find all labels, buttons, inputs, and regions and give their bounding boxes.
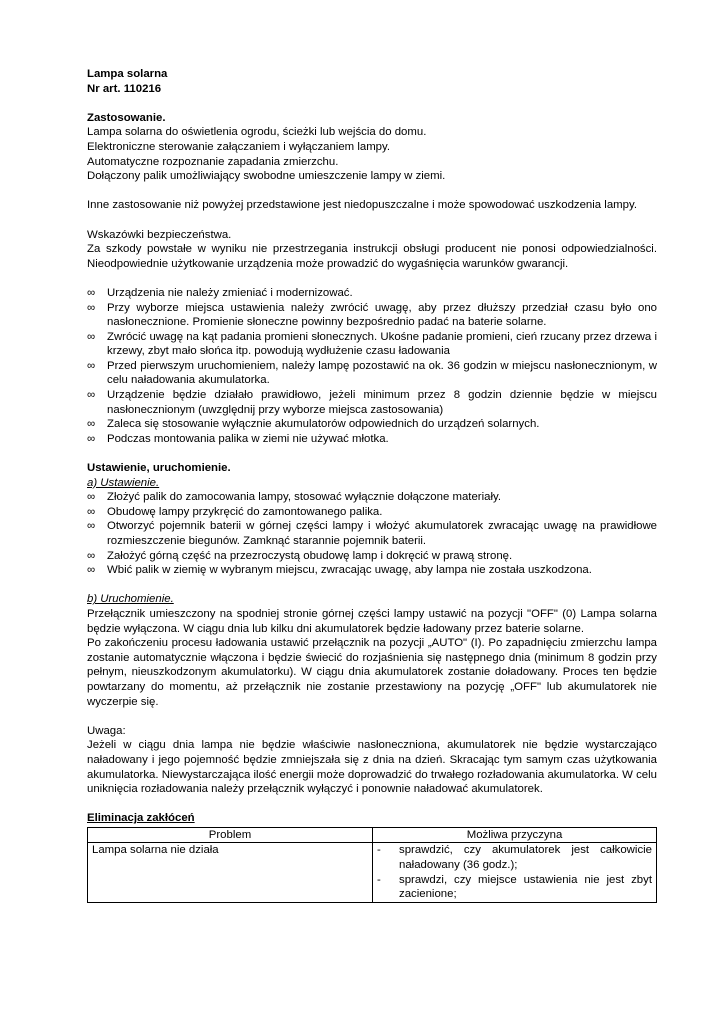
infinity-bullet-icon: ∞	[87, 491, 96, 504]
infinity-bullet-icon: ∞	[87, 330, 96, 343]
usage-line: Elektroniczne sterowanie załączaniem i wyłączaniem lampy.	[87, 140, 391, 153]
infinity-bullet-icon: ∞	[87, 505, 96, 518]
setup-sub-b: b) Uruchomienie.	[87, 593, 174, 606]
setup-list	[87, 490, 657, 578]
note-heading: Uwaga:	[87, 724, 126, 737]
column-header-cause: Możliwa przyczyna	[373, 827, 657, 843]
list-item: ∞ Zaleca się stosowanie wyłącznie akumulatorów odpowiednich do urządzeń solarnych.	[87, 418, 540, 431]
infinity-bullet-icon: ∞	[87, 418, 96, 431]
list-item: ∞ Złożyć palik do zamocowania lampy, stosować wyłącznie dołączone materiały.	[87, 491, 501, 504]
list-item: ∞ Urządzenie będzie działało prawidłowo, jeżeli minimum przez 8 godzin dziennie będzie w miejscu nasłonecznionym (uwzględnij przy wyborze miejsca zastosowania)	[87, 389, 657, 416]
safety-heading: Wskazówki bezpieczeństwa.	[87, 228, 232, 241]
list-item: ∞ Obudowę lampy przykręcić do zamontowanego palika.	[87, 505, 383, 518]
safety-intro: Za szkody powstałe w wyniku nie przestrzegania instrukcji obsługi producent nie ponosi odpowiedzialności. Nieodpowiednie użytkowanie urządzenia może prowadzić do wygaśnięcia warunków gwarancji.	[87, 243, 657, 270]
note-text: Jeżeli w ciągu dnia lampa nie będzie właściwie nasłoneczniona, akumulatorek nie będzie wystarczająco naładowany i jego pojemność będzie zmniejszała się z dnia na dzień. Skracając tym samym czas użytkowania akumulatorka. Niewystarczająca ilość energii może doprowadzić do trwałego rozładowania akumulatorka. W celu uniknięcia rozładowania należy przełącznik wyłączyć i ponownie naładować akumulatorek.	[87, 739, 657, 796]
cause-item: - sprawdzi, czy miejsce ustawienia nie jest zbyt zacienione;	[377, 873, 652, 901]
infinity-bullet-icon: ∞	[87, 432, 96, 445]
infinity-bullet-icon: ∞	[87, 359, 96, 372]
cause-item: - sprawdzić, czy akumulatorek jest całkowicie naładowany (36 godz.);	[377, 844, 652, 872]
table-header-row	[88, 827, 657, 843]
usage-line: Dołączony palik umożliwiający swobodne umieszczenie lampy w ziemi.	[87, 170, 446, 183]
usage-heading: Zastosowanie.	[87, 111, 166, 124]
troubleshooting-table	[87, 827, 657, 903]
infinity-bullet-icon: ∞	[87, 286, 96, 299]
safety-list	[87, 286, 657, 447]
infinity-bullet-icon: ∞	[87, 301, 96, 314]
infinity-bullet-icon: ∞	[87, 549, 96, 562]
document-page	[87, 67, 657, 903]
usage-line: Automatyczne rozpoznanie zapadania zmierzchu.	[87, 155, 339, 168]
infinity-bullet-icon: ∞	[87, 520, 96, 533]
infinity-bullet-icon: ∞	[87, 564, 96, 577]
list-item: ∞ Podczas montowania palika w ziemi nie używać młotka.	[87, 432, 389, 445]
list-item: ∞ Wbić palik w ziemię w wybranym miejscu, zwracając uwagę, aby lampa nie została uszkodzona.	[87, 564, 592, 577]
column-header-problem: Problem	[88, 827, 373, 843]
cause-cell	[373, 843, 657, 902]
setup-heading: Ustawienie, uruchomienie.	[87, 462, 231, 475]
list-item: ∞ Urządzenia nie należy zmieniać i modernizować.	[87, 286, 353, 299]
list-item: ∞ Zwrócić uwagę na kąt padania promieni słonecznych. Ukośne padanie promieni, cień rzucany przez drzewa i krzewy, zbyt mało słońca itp. powodują wydłużenie czasu ładowania	[87, 330, 657, 358]
list-item: ∞ Przed pierwszym uruchomieniem, należy lampę pozostawić na ok. 36 godzin w miejscu nasłonecznionym, w celu naładowania akumulatorka.	[87, 359, 657, 387]
doc-title: Lampa solarna	[87, 68, 168, 80]
setup-sub-a: a) Ustawienie.	[87, 476, 160, 489]
run-paragraph-2: Po zakończeniu procesu ładowania ustawić przełącznik na pozycji „AUTO" (I). Po zapadnięciu zmierzchu lampa zostanie automatycznie włączona i będzie świecić do rozjaśnienia się następnego dnia (minimum 8 godzin przy pełnym, nieuszkodzonym akumulatorku). W ciągu dnia akumulatorek zostanie doładowany. Proces ten będzie powtarzany do momentu, aż przełącznik nie zostanie przestawiony na pozycję „OFF" lub akumulatorek nie wyczerpie się.	[87, 637, 657, 708]
usage-line: Lampa solarna do oświetlenia ogrodu, ścieżki lub wejścia do domu.	[87, 126, 427, 139]
run-paragraph-1: Przełącznik umieszczony na spodniej stronie górnej części lampy ustawić na pozycji "OFF" (0) Lampa solarna będzie wyłączona. W ciągu dnia lub kilku dni akumulatorek będzie ładowany przez baterie solarne.	[87, 607, 657, 635]
problem-cell: Lampa solarna nie działa	[88, 843, 373, 902]
list-item: ∞ Otworzyć pojemnik baterii w górnej części lampy i włożyć akumulatorek zwracając uwagę na prawidłowe rozmieszczenie biegunów. Zamknąć starannie pojemnik baterii.	[87, 520, 657, 547]
article-number: Nr art. 110216	[87, 82, 162, 95]
troubleshooting-heading: Eliminacja zakłóceń	[87, 812, 195, 825]
usage-other: Inne zastosowanie niż powyżej przedstawione jest niedopuszczalne i może spowodować uszkodzenia lampy.	[87, 199, 638, 212]
table-row	[88, 843, 657, 902]
infinity-bullet-icon: ∞	[87, 389, 96, 402]
list-item: ∞ Przy wyborze miejsca ustawienia należy zwrócić uwagę, aby przez dłuższy przedział czasu było ono nasłonecznione. Promienie słoneczne powinny bezpośrednio padać na baterie solarne.	[87, 301, 657, 329]
list-item: ∞ Założyć górną część na przezroczystą obudowę lamp i dokręcić w prawą stronę.	[87, 549, 513, 562]
